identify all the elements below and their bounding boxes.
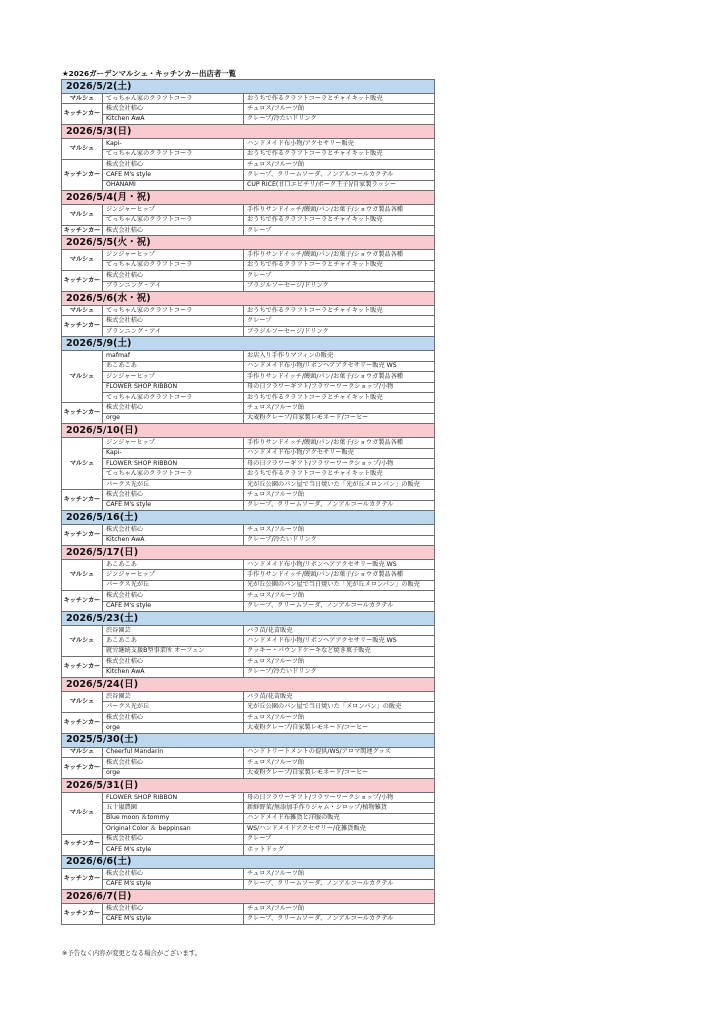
vendor-name: 株式会社桔心 bbox=[103, 834, 244, 844]
category-label: マルシェ bbox=[62, 692, 103, 713]
vendor-item: おうちで作るクラフトコーラとチャイキット販売 bbox=[244, 93, 435, 103]
vendor-name: CAFE M's style bbox=[103, 914, 244, 924]
vendor-row bbox=[62, 316, 435, 326]
vendor-row bbox=[62, 500, 435, 510]
date-header-row bbox=[62, 511, 435, 525]
vendor-item: クレープ、クリームソーダ、ノンアルコールカクテル bbox=[244, 170, 435, 180]
vendor-name: 株式会社桔心 bbox=[103, 226, 244, 236]
vendor-item: おうちで作るクラフトコーラとチャイキット販売 bbox=[244, 149, 435, 159]
vendor-row bbox=[62, 459, 435, 469]
vendor-row bbox=[62, 702, 435, 712]
date-header-row bbox=[62, 236, 435, 250]
category-label: キッチンカー bbox=[62, 904, 103, 925]
vendor-row bbox=[62, 469, 435, 479]
vendor-name: 渋谷園芸 bbox=[103, 692, 244, 702]
vendor-item: チュロス/フルーツ飴 bbox=[244, 104, 435, 114]
vendor-row bbox=[62, 601, 435, 611]
vendor-item: クレープ、クリームソーダ、ノンアルコールカクテル bbox=[244, 601, 435, 611]
vendor-item: 手作りサンドイッチ/饅頭/パン/お菓子/ショウガ製品各種 bbox=[244, 205, 435, 215]
footnote: ※予告なく内容が変更となる場合がございます。 bbox=[62, 949, 202, 957]
vendor-name: パークス光が丘 bbox=[103, 702, 244, 712]
vendor-name: FLOWER SHOP RIBBON bbox=[103, 382, 244, 392]
vendor-item: WS/ハンドメイドアクセサリー/花雑貨販売 bbox=[244, 824, 435, 834]
vendor-name: てっちゃん家のクラフトコーラ bbox=[103, 469, 244, 479]
vendor-item: 大麦粉クレープ/自家製レモネード/コーヒー bbox=[244, 413, 435, 423]
vendor-name: あこあこあ bbox=[103, 559, 244, 569]
vendor-item: おうちで作るクラフトコーラとチャイキット販売 bbox=[244, 215, 435, 225]
vendor-row bbox=[62, 114, 435, 124]
vendor-item: お店入り手作りマフィンの販売 bbox=[244, 351, 435, 361]
vendor-row bbox=[62, 803, 435, 813]
vendor-name: てっちゃん家のクラフトコーラ bbox=[103, 392, 244, 402]
vendor-row bbox=[62, 904, 435, 914]
date-header-row bbox=[62, 546, 435, 560]
category-label: マルシェ bbox=[62, 625, 103, 656]
vendor-name: 株式会社桔心 bbox=[103, 159, 244, 169]
vendor-row bbox=[62, 692, 435, 702]
category-label: マルシェ bbox=[62, 559, 103, 590]
vendor-row bbox=[62, 525, 435, 535]
vendor-item: チュロス/フルーツ飴 bbox=[244, 869, 435, 879]
vendor-name: Kapi- bbox=[103, 139, 244, 149]
category-label: キッチンカー bbox=[62, 226, 103, 236]
vendor-row bbox=[62, 93, 435, 103]
vendor-name: OHANAMI bbox=[103, 180, 244, 190]
vendor-name: てっちゃん家のクラフトコーラ bbox=[103, 93, 244, 103]
vendor-row bbox=[62, 139, 435, 149]
vendor-name: ブランニング・アイ bbox=[103, 281, 244, 291]
vendor-row bbox=[62, 646, 435, 656]
vendor-item: 新鮮野菜/無添加手作りジャム・シロップ/植物雑貨 bbox=[244, 803, 435, 813]
vendor-item: バラ苗/花苗販売 bbox=[244, 625, 435, 635]
vendor-name: 株式会社桔心 bbox=[103, 525, 244, 535]
vendor-name: ジンジャーヒップ bbox=[103, 570, 244, 580]
category-label: マルシェ bbox=[62, 93, 103, 103]
vendor-name: あこあこあ bbox=[103, 361, 244, 371]
vendor-item: チュロス/フルーツ飴 bbox=[244, 712, 435, 722]
category-label: マルシェ bbox=[62, 205, 103, 226]
vendor-row bbox=[62, 490, 435, 500]
date-header: 2026/6/7(日) bbox=[62, 890, 435, 904]
vendor-item: ハンドメイド布小物/リボンヘアアクセサリー販売 WS bbox=[244, 361, 435, 371]
vendor-item: チュロス/フルーツ飴 bbox=[244, 904, 435, 914]
vendor-item: クレープ bbox=[244, 834, 435, 844]
date-header: 2026/5/4(月・祝) bbox=[62, 191, 435, 205]
date-header-row bbox=[62, 292, 435, 306]
category-label: キッチンカー bbox=[62, 869, 103, 890]
vendor-item: クレープ bbox=[244, 271, 435, 281]
vendor-name: orge bbox=[103, 723, 244, 733]
document-title: ★2026ガーデンマルシェ・キッチンカー出店者一覧 bbox=[62, 69, 237, 78]
vendor-name: CAFE M's style bbox=[103, 601, 244, 611]
vendor-item: 母の日フラワーギフト/フラワーワークショップ/小物 bbox=[244, 459, 435, 469]
vendor-item: 手作りサンドイッチ/饅頭/パン/お菓子/ショウガ製品各種 bbox=[244, 372, 435, 382]
date-header: 2026/5/3(日) bbox=[62, 125, 435, 139]
vendor-item: CUP RICE(甘口エビチリ/ポーク王子)/自家製ラッシー bbox=[244, 180, 435, 190]
vendor-row bbox=[62, 392, 435, 402]
vendor-row bbox=[62, 479, 435, 489]
date-header: 2026/5/17(日) bbox=[62, 546, 435, 560]
vendor-item: ハンドメイド布小物/リボンヘアアクセサリー販売 WS bbox=[244, 559, 435, 569]
vendor-row bbox=[62, 180, 435, 190]
vendor-schedule-table bbox=[61, 79, 435, 925]
vendor-name: CAFE M's style bbox=[103, 845, 244, 855]
vendor-row bbox=[62, 535, 435, 545]
vendor-name: CAFE M's style bbox=[103, 170, 244, 180]
vendor-row bbox=[62, 657, 435, 667]
vendor-item: ハンドメイド布小物/アクセサリー販売 bbox=[244, 448, 435, 458]
vendor-name: FLOWER SHOP RIBBON bbox=[103, 459, 244, 469]
vendor-name: 株式会社桔心 bbox=[103, 904, 244, 914]
vendor-name: orge bbox=[103, 413, 244, 423]
vendor-item: ブラジルソーセージ/ドリンク bbox=[244, 326, 435, 336]
vendor-row bbox=[62, 559, 435, 569]
vendor-row bbox=[62, 591, 435, 601]
vendor-item: バラ苗/花苗販売 bbox=[244, 692, 435, 702]
vendor-name: 株式会社桔心 bbox=[103, 403, 244, 413]
vendor-row bbox=[62, 250, 435, 260]
date-header-row bbox=[62, 125, 435, 139]
category-label: キッチンカー bbox=[62, 104, 103, 125]
vendor-name: ジンジャーヒップ bbox=[103, 372, 244, 382]
date-header: 2026/5/5(火・祝) bbox=[62, 236, 435, 250]
vendor-name: orge bbox=[103, 768, 244, 778]
vendor-row bbox=[62, 382, 435, 392]
vendor-name: てっちゃん家のクラフトコーラ bbox=[103, 215, 244, 225]
vendor-item: クレープ bbox=[244, 316, 435, 326]
vendor-row bbox=[62, 205, 435, 215]
category-label: キッチンカー bbox=[62, 159, 103, 190]
vendor-name: ブランニング・アイ bbox=[103, 326, 244, 336]
category-label: マルシェ bbox=[62, 250, 103, 271]
vendor-name: Blue moon ＆tommy bbox=[103, 813, 244, 823]
vendor-item: チュロス/フルーツ飴 bbox=[244, 490, 435, 500]
vendor-item: ハンドメイド布小物/リボンヘアアクセサリー販売 WS bbox=[244, 636, 435, 646]
vendor-item: クッキー・パウンドケーキなど焼き菓子販売 bbox=[244, 646, 435, 656]
vendor-name: FLOWER SHOP RIBBON bbox=[103, 792, 244, 802]
vendor-row bbox=[62, 625, 435, 635]
vendor-row bbox=[62, 372, 435, 382]
vendor-item: チュロス/フルーツ飴 bbox=[244, 657, 435, 667]
date-header: 2025/5/30(土) bbox=[62, 733, 435, 747]
vendor-name: 五十嵐農園 bbox=[103, 803, 244, 813]
category-label: キッチンカー bbox=[62, 657, 103, 678]
vendor-row bbox=[62, 226, 435, 236]
date-header: 2026/6/6(土) bbox=[62, 855, 435, 869]
vendor-item: ハンドメイド布雑貨と洋服の販売 bbox=[244, 813, 435, 823]
vendor-row bbox=[62, 413, 435, 423]
date-header: 2026/5/24(日) bbox=[62, 678, 435, 692]
vendor-name: てっちゃん家のクラフトコーラ bbox=[103, 260, 244, 270]
date-header-row bbox=[62, 678, 435, 692]
vendor-item: ハンドメイド布小物/アクセサリー販売 bbox=[244, 139, 435, 149]
vendor-row bbox=[62, 361, 435, 371]
vendor-row bbox=[62, 570, 435, 580]
vendor-row bbox=[62, 580, 435, 590]
vendor-row bbox=[62, 824, 435, 834]
vendor-name: ジンジャーヒップ bbox=[103, 250, 244, 260]
vendor-item: チュロス/フルーツ飴 bbox=[244, 403, 435, 413]
vendor-item: 手作りサンドイッチ/饅頭/パン/お菓子/ショウガ製品各種 bbox=[244, 250, 435, 260]
vendor-name: Kitchen AwA bbox=[103, 114, 244, 124]
date-header: 2026/5/16(土) bbox=[62, 511, 435, 525]
vendor-item: クレープ、クリームソーダ、ノンアルコールカクテル bbox=[244, 500, 435, 510]
vendor-name: パークス光が丘 bbox=[103, 580, 244, 590]
vendor-item: 光が丘公園のパン屋で当日焼いた「メロンパン」の販売 bbox=[244, 702, 435, 712]
vendor-name: ジンジャーヒップ bbox=[103, 205, 244, 215]
vendor-item: 手作りサンドイッチ/饅頭/パン/お菓子/ショウガ製品各種 bbox=[244, 570, 435, 580]
category-label: キッチンカー bbox=[62, 712, 103, 733]
vendor-item: ホットドッグ bbox=[244, 845, 435, 855]
vendor-row bbox=[62, 834, 435, 844]
date-header-row bbox=[62, 612, 435, 626]
vendor-row bbox=[62, 879, 435, 889]
vendor-item: おうちで作るクラフトコーラとチャイキット販売 bbox=[244, 306, 435, 316]
vendor-row bbox=[62, 149, 435, 159]
vendor-item: クレープ/冷たいドリンク bbox=[244, 114, 435, 124]
category-label: キッチンカー bbox=[62, 758, 103, 779]
vendor-row bbox=[62, 768, 435, 778]
vendor-row bbox=[62, 403, 435, 413]
vendor-name: mafmaf bbox=[103, 351, 244, 361]
vendor-item: クレープ/冷たいドリンク bbox=[244, 667, 435, 677]
vendor-row bbox=[62, 170, 435, 180]
vendor-name: 株式会社桔心 bbox=[103, 271, 244, 281]
vendor-item: チュロス/フルーツ飴 bbox=[244, 525, 435, 535]
category-label: マルシェ bbox=[62, 351, 103, 403]
vendor-item: 手作りサンドイッチ/饅頭/パン/お菓子/ショウガ製品各種 bbox=[244, 438, 435, 448]
vendor-name: 株式会社桔心 bbox=[103, 758, 244, 768]
vendor-name: 株式会社桔心 bbox=[103, 869, 244, 879]
vendor-row bbox=[62, 281, 435, 291]
category-label: マルシェ bbox=[62, 747, 103, 757]
date-header-row bbox=[62, 890, 435, 904]
date-header-row bbox=[62, 733, 435, 747]
vendor-name: ジンジャーヒップ bbox=[103, 438, 244, 448]
vendor-row bbox=[62, 104, 435, 114]
vendor-item: おうちで作るクラフトコーラとチャイキット販売 bbox=[244, 469, 435, 479]
category-label: マルシェ bbox=[62, 306, 103, 316]
category-label: キッチンカー bbox=[62, 525, 103, 546]
vendor-row bbox=[62, 667, 435, 677]
category-label: キッチンカー bbox=[62, 271, 103, 292]
vendor-row bbox=[62, 448, 435, 458]
vendor-item: クレープ/冷たいドリンク bbox=[244, 535, 435, 545]
category-label: キッチンカー bbox=[62, 834, 103, 855]
vendor-row bbox=[62, 813, 435, 823]
vendor-name: Kitchen AwA bbox=[103, 667, 244, 677]
vendor-item: 大麦粉クレープ/自家製レモネード/コーヒー bbox=[244, 768, 435, 778]
vendor-row bbox=[62, 271, 435, 281]
vendor-row bbox=[62, 914, 435, 924]
vendor-item: 母の日フラワーギフト/フラワーワークショップ/小物 bbox=[244, 792, 435, 802]
vendor-item: 光が丘公園のパン屋で当日焼いた「光が丘メロンパン」の販売 bbox=[244, 580, 435, 590]
vendor-item: ブラジルソーセージ/ドリンク bbox=[244, 281, 435, 291]
vendor-name: Kapi- bbox=[103, 448, 244, 458]
vendor-name: 渋谷園芸 bbox=[103, 625, 244, 635]
vendor-row bbox=[62, 723, 435, 733]
vendor-row bbox=[62, 351, 435, 361]
vendor-row bbox=[62, 758, 435, 768]
date-header-row bbox=[62, 855, 435, 869]
vendor-name: 株式会社桔心 bbox=[103, 316, 244, 326]
category-label: キッチンカー bbox=[62, 490, 103, 511]
vendor-name: 株式会社桔心 bbox=[103, 490, 244, 500]
category-label: マルシェ bbox=[62, 139, 103, 160]
schedule-body bbox=[62, 80, 435, 925]
vendor-item: おうちで作るクラフトコーラとチャイキット販売 bbox=[244, 392, 435, 402]
vendor-row bbox=[62, 215, 435, 225]
category-label: マルシェ bbox=[62, 792, 103, 834]
vendor-name: Cheerful Mandarin bbox=[103, 747, 244, 757]
vendor-item: クレープ、クリームソーダ、ノンアルコールカクテル bbox=[244, 879, 435, 889]
date-header-row bbox=[62, 424, 435, 438]
category-label: キッチンカー bbox=[62, 591, 103, 612]
vendor-item: チュロス/フルーツ飴 bbox=[244, 159, 435, 169]
category-label: キッチンカー bbox=[62, 403, 103, 424]
vendor-row bbox=[62, 792, 435, 802]
category-label: キッチンカー bbox=[62, 316, 103, 337]
vendor-name: あこあこあ bbox=[103, 636, 244, 646]
vendor-row bbox=[62, 869, 435, 879]
date-header: 2026/5/23(土) bbox=[62, 612, 435, 626]
vendor-row bbox=[62, 747, 435, 757]
date-header-row bbox=[62, 80, 435, 94]
vendor-name: 株式会社桔心 bbox=[103, 657, 244, 667]
vendor-item: 大麦粉クレープ/自家製レモネード/コーヒー bbox=[244, 723, 435, 733]
vendor-row bbox=[62, 159, 435, 169]
date-header: 2026/5/10(日) bbox=[62, 424, 435, 438]
vendor-item: チュロス/フルーツ飴 bbox=[244, 591, 435, 601]
category-label: マルシェ bbox=[62, 438, 103, 490]
date-header-row bbox=[62, 337, 435, 351]
date-header-row bbox=[62, 191, 435, 205]
vendor-row bbox=[62, 438, 435, 448]
vendor-row bbox=[62, 636, 435, 646]
vendor-name: CAFE M's style bbox=[103, 879, 244, 889]
vendor-row bbox=[62, 260, 435, 270]
vendor-row bbox=[62, 326, 435, 336]
vendor-item: ハンドトリートメントの提供/WS/アロマ関連グッズ bbox=[244, 747, 435, 757]
date-header: 2026/5/2(土) bbox=[62, 80, 435, 94]
date-header: 2026/5/9(土) bbox=[62, 337, 435, 351]
vendor-name: パークス光が丘 bbox=[103, 479, 244, 489]
vendor-name: Original Color ＆ beppinsan bbox=[103, 824, 244, 834]
date-header: 2026/5/6(水・祝) bbox=[62, 292, 435, 306]
date-header-row bbox=[62, 779, 435, 793]
vendor-name: てっちゃん家のクラフトコーラ bbox=[103, 306, 244, 316]
vendor-name: てっちゃん家のクラフトコーラ bbox=[103, 149, 244, 159]
vendor-name: Kitchen AwA bbox=[103, 535, 244, 545]
vendor-name: 株式会社桔心 bbox=[103, 591, 244, 601]
vendor-row bbox=[62, 306, 435, 316]
vendor-name: 株式会社桔心 bbox=[103, 104, 244, 114]
vendor-item: クレープ bbox=[244, 226, 435, 236]
vendor-row bbox=[62, 845, 435, 855]
vendor-name: CAFE M's style bbox=[103, 500, 244, 510]
vendor-name: 就労継続支援B型事業所 オーフェン bbox=[103, 646, 244, 656]
date-header: 2026/5/31(日) bbox=[62, 779, 435, 793]
vendor-item: 光が丘公園のパン屋で当日焼いた「光が丘メロンパン」の販売 bbox=[244, 479, 435, 489]
vendor-item: クレープ、クリームソーダ、ノンアルコールカクテル bbox=[244, 914, 435, 924]
vendor-item: チュロス/フルーツ飴 bbox=[244, 758, 435, 768]
vendor-row bbox=[62, 712, 435, 722]
vendor-name: 株式会社桔心 bbox=[103, 712, 244, 722]
vendor-item: 母の日フラワーギフト/フラワーワークショップ/小物 bbox=[244, 382, 435, 392]
vendor-item: おうちで作るクラフトコーラとチャイキット販売 bbox=[244, 260, 435, 270]
